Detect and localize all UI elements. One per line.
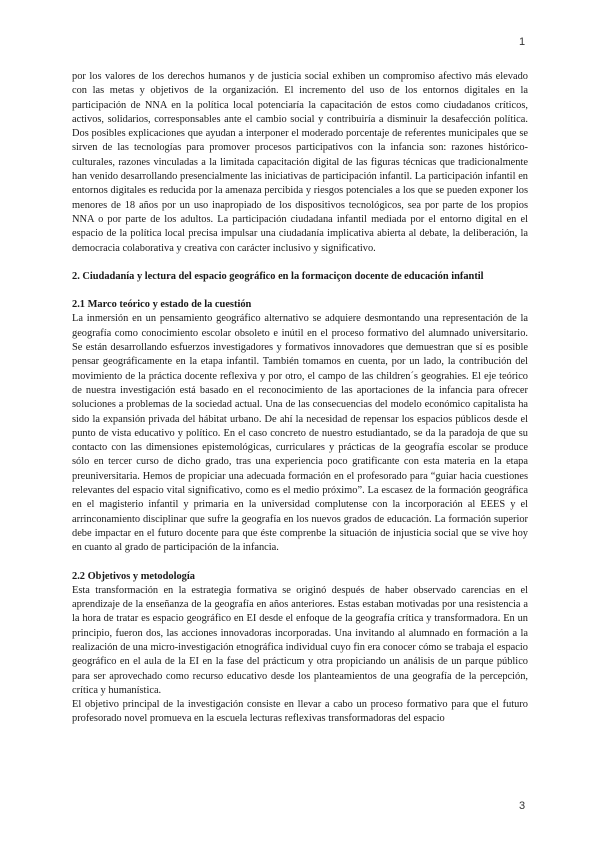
subsection-1-paragraph: La inmersión en un pensamiento geográfico alternativo se adquiere desmontando una representación de la geografía como conocimiento escolar obsoleto e inútil en el proceso formativo del alumnado universitario. Se están desarrollando esfuerzos investigadores y formativos innovadores que demuestran que sí es posible pensar geográficamente en la etapa infantil. También tomamos en cuenta, por un lado, la contribución del movimiento de la práctica docente reflexiva y por otro, el campo de las children´s geograhies. El eje teórico de nuestra investigación está basado en el reconocimiento de las aportaciones de la infancia para ofrecer soluciones a problemas de la sociedad actual. Una de las consecuencias del modelo económico capitalista ha sido la expansión privada del hábitat urbano. De ahí la necesidad de repensar los espacios públicos desde el punto de vista educativo y político. En el caso concreto de nuestro estudiantado, se da la paradoja de que su contacto con las dimensiones epistemológicas, curriculares y prácticas de la geografía escolar se produce sólo en tercer curso de dicho grado, tras una experiencia poco gratificante con esta materia en la etapa preuniversitaria. Hemos de propiciar una adecuada formación en el profesorado para “guiar hacia cuestiones relevantes del espacio vital significativo, como es el medio próximo”. La escasez de la formación geográfica en el magisterio infantil y primaria en la universidad complutense con la incorporación al EEES y el arrinconamiento disciplinar que sufre la geografía en los nuevos grados de educación. La formación superior debe impactar en el futuro docente para que éste comprenbe la situación de injusticia social que se vive hoy en cuanto al grado de participación de la infancia. (72, 313, 528, 554)
page-number-bottom: 3 (519, 800, 526, 812)
section-heading: 2. Ciudadanía y lectura del espacio geográfico en la formaciçon docente de educación infantil (72, 270, 484, 282)
subsection-2-paragraph-2: El objetivo principal de la investigación consiste en llevar a cabo un proceso formativo para que el futuro profesorado novel promueva en la escuela lecturas reflexivas transformadoras del espacio (72, 699, 528, 725)
subsection-2-heading: 2.2 Objetivos y metodología (72, 570, 195, 582)
subsection-2-paragraph-1: Esta transformación en la estrategia formativa se originó después de haber observado carencias en el aprendizaje de la enseñanza de la geografía en años anteriores. Estas estaban motivadas por una resistencia a la hora de tratar es espacio geográfico en EI desde el enfoque de la geografía crítica y transformadora. En un principio, fueron dos, las acciones innovadoras incorporadas. Una invitando al alumnado en formación a la realización de una micro-investigación etnográfica individual cuyo fin era conocer cómo se trabaja el espacio geográfico en el aula de la EI en la fase del prácticum y otra propiciando un análisis de un parque público para ser aprovechado como recurso educativo desde los planteamientos de una geografía de la percepción, crítica y humanística. (72, 584, 528, 696)
subsection-1-heading: 2.1 Marco teórico y estado de la cuestión (72, 299, 252, 311)
intro-paragraph: por los valores de los derechos humanos y de justicia social exhiben un compromiso afectivo más elevado con las metas y objetivos de la organización. El incremento del uso de los entornos digitales en la participación de NNA en la política local potenciaría la capacitación de estos como ciudadanos críticos, activos, solidarios, corresponsables ante el cambio social y contribuiría a disminuir la desafección política. Dos posibles explicaciones que ayudan a interponer el moderado porcentaje de referentes municipales que se sirven de las tecnologías para promover procesos participativos con la infancia son: razones histórico-culturales, razones vinculadas a la limitada capacitación digital de las figuras técnicas que tradicionalmente han venido desarrollando presencialmente las iniciativas de participación infantil. La participación infantil en entornos digitales es reducida por la amenaza percibida y riesgos potenciales a los que se pueden exponer los menores de 18 años por un uso inapropiado de los dispositivos tecnológicos, sea por parte de los propios NNA o por parte de los adultos. La participación ciudadana infantil mediada por el entorno digital en el espacio de la política local precisa impulsar una ciudadanía implicativa abierta al debate, la deliberación, la democracia colaborativa y creativa con carácter inclusivo y significativo. (72, 71, 528, 254)
document-body (72, 70, 528, 727)
page-number-top: 1 (519, 36, 526, 48)
